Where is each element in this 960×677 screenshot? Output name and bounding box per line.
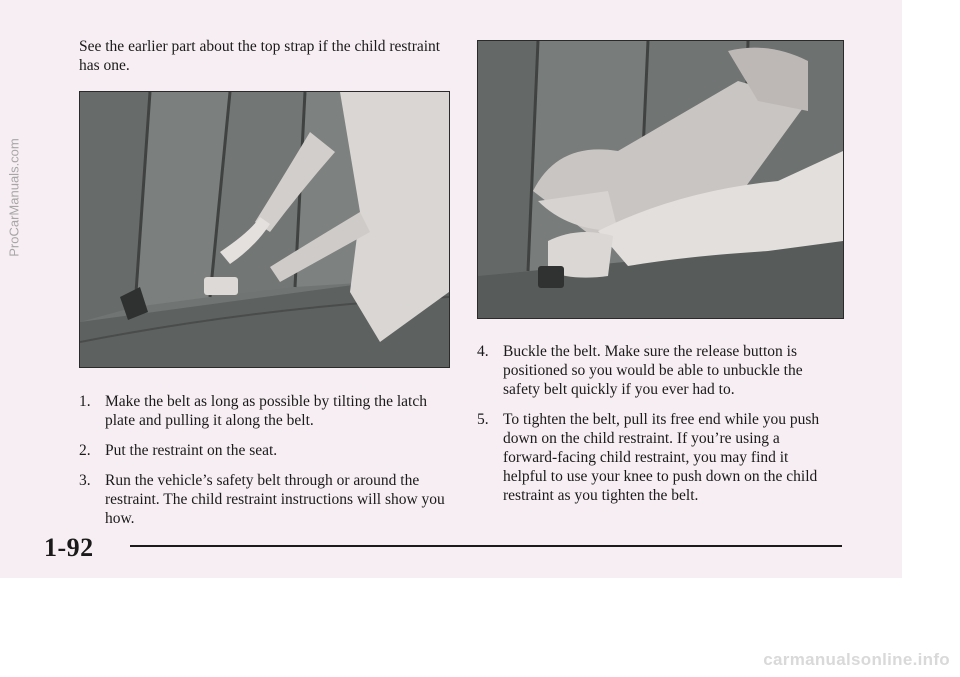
latch-plate-illustration	[80, 92, 449, 367]
latch-plate-photo	[79, 91, 450, 368]
step-number: 4.	[477, 343, 489, 360]
footer-rule	[130, 545, 842, 547]
tighten-belt-illustration	[478, 41, 843, 318]
step-text: Run the vehicle’s safety belt through or around the restraint. The child restraint instructions will show you how.	[105, 472, 445, 527]
steps-list-right	[477, 342, 827, 516]
tighten-belt-photo	[477, 40, 844, 319]
intro-paragraph: See the earlier part about the top strap if the child restraint has one.	[79, 38, 441, 74]
step-item	[79, 471, 449, 528]
step-item	[79, 441, 449, 460]
page-number: 1-92	[44, 533, 94, 562]
step-text: Put the restraint on the seat.	[105, 442, 278, 459]
step-item	[477, 342, 827, 399]
steps-list-left	[79, 392, 449, 539]
side-watermark: ProCarManuals.com	[6, 138, 22, 257]
step-item	[477, 410, 827, 505]
bottom-watermark: carmanualsonline.info	[763, 650, 950, 669]
step-number: 2.	[79, 442, 91, 459]
step-item	[79, 392, 449, 430]
step-number: 1.	[79, 393, 91, 410]
step-text: Make the belt as long as possible by tilting the latch plate and pulling it along the belt.	[105, 393, 427, 429]
step-text: To tighten the belt, pull its free end while you push down on the child restraint. If you’re using a forward-facing child restraint, you may find it helpful to use your knee to push down on the child restraint as you tighten the belt.	[503, 411, 820, 504]
step-number: 5.	[477, 411, 489, 428]
step-number: 3.	[79, 472, 91, 489]
step-text: Buckle the belt. Make sure the release button is positioned so you would be able to unbuckle the safety belt quickly if you ever had to.	[503, 343, 803, 398]
